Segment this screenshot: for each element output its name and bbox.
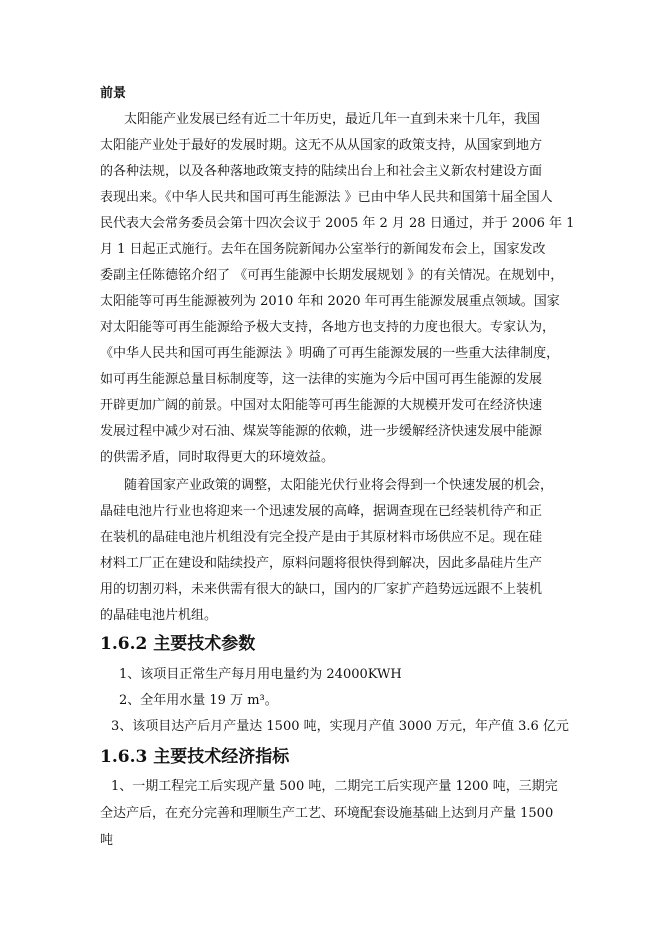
paragraph1-line: 的各种法规，以及各种落地政策支持的陆续出台上和社会主义新农村建设方面 <box>100 164 543 179</box>
paragraph1-line: 太阳能产业处于最好的发展时期。这无不从从国家的政策支持，从国家到地方 <box>100 138 543 153</box>
paragraph1-line: 如可再生能源总量目标制度等，这一法律的实施为今后中国可再生能源的发展 <box>100 372 543 387</box>
section-163-line: 1、一期工程完工后实现产量 500 吨，二期完工后实现产量 1200 吨，三期完 <box>111 779 558 794</box>
paragraph2-line: 材料工厂正在建设和陆续投产，原料问题将很快得到解决，因此多晶硅片生产 <box>100 556 543 571</box>
paragraph1-line: 《中华人民共和国可再生能源法 》明确了可再生能源发展的一些重大法律制度， <box>100 346 560 361</box>
paragraph1-line: 表现出来。《中华人民共和国可再生能源法 》已由中华人民共和国第十届全国人 <box>100 190 553 205</box>
paragraph1-line: 太阳能等可再生能源被列为 2010 年和 2020 年可再生能源发展重点领域。国家 <box>100 294 560 309</box>
intro-title: 前景 <box>100 86 127 101</box>
section-163-line: 吨 <box>100 833 114 848</box>
section-162-item: 3、该项目达产后月产量达 1500 吨，实现月产值 3000 万元，年产值 3.6 亿元 <box>111 719 569 734</box>
section-162-heading: 1.6.2 主要技术参数 <box>100 634 256 654</box>
section-163-heading: 1.6.3 主要技术经济指标 <box>100 747 290 767</box>
paragraph2-line: 的晶硅电池片机组。 <box>100 608 218 623</box>
section-162-item: 1、该项目正常生产每月用电量约为 24000KWH <box>119 667 402 682</box>
paragraph1-line: 的供需矛盾，同时取得更大的环境效益。 <box>100 450 335 465</box>
section-163-line: 全达产后，在充分完善和理顺生产工艺、环境配套设施基础上达到月产量 1500 <box>100 806 554 821</box>
section-162-item: 2、全年用水量 19 万 m³。 <box>119 693 278 708</box>
paragraph1-line: 发展过程中减少对石油、煤炭等能源的依赖，进一步缓解经济快速发展中能源 <box>100 424 543 439</box>
paragraph2-line: 晶硅电池片行业也将迎来一个迅速发展的高峰，据调查现在已经装机待产和正 <box>100 504 543 519</box>
paragraph1-line: 委副主任陈德铭介绍了 《可再生能源中长期发展规划 》的有关情况。在规划中， <box>100 268 564 283</box>
paragraph1-line: 对太阳能等可再生能源给予极大支持，各地方也支持的力度也很大。专家认为， <box>100 320 556 335</box>
paragraph2-line: 用的切割刃料，未来供需有很大的缺口，国内的厂家扩产趋势远远跟不上装机 <box>100 582 543 597</box>
paragraph1-line: 太阳能产业发展已经有近二十年历史，最近几年一直到未来十几年，我国 <box>124 112 541 127</box>
paragraph1-line: 开辟更加广阔的前景。中国对太阳能等可再生能源的大规模开发可在经济快速 <box>100 398 543 413</box>
paragraph2-line: 在装机的晶硅电池片机组没有完全投产是由于其原材料市场供应不足。现在硅 <box>100 530 543 545</box>
paragraph2-line: 随着国家产业政策的调整，太阳能光伏行业将会得到一个快速发展的机会， <box>124 478 554 493</box>
paragraph1-line: 民代表大会常务委员会第十四次会议于 2005 年 2 月 28 日通过，并于 2006 年 1 <box>100 216 575 231</box>
paragraph1-line: 月 1 日起正式施行。去年在国务院新闻办公室举行的新闻发布会上，国家发改 <box>100 242 546 257</box>
